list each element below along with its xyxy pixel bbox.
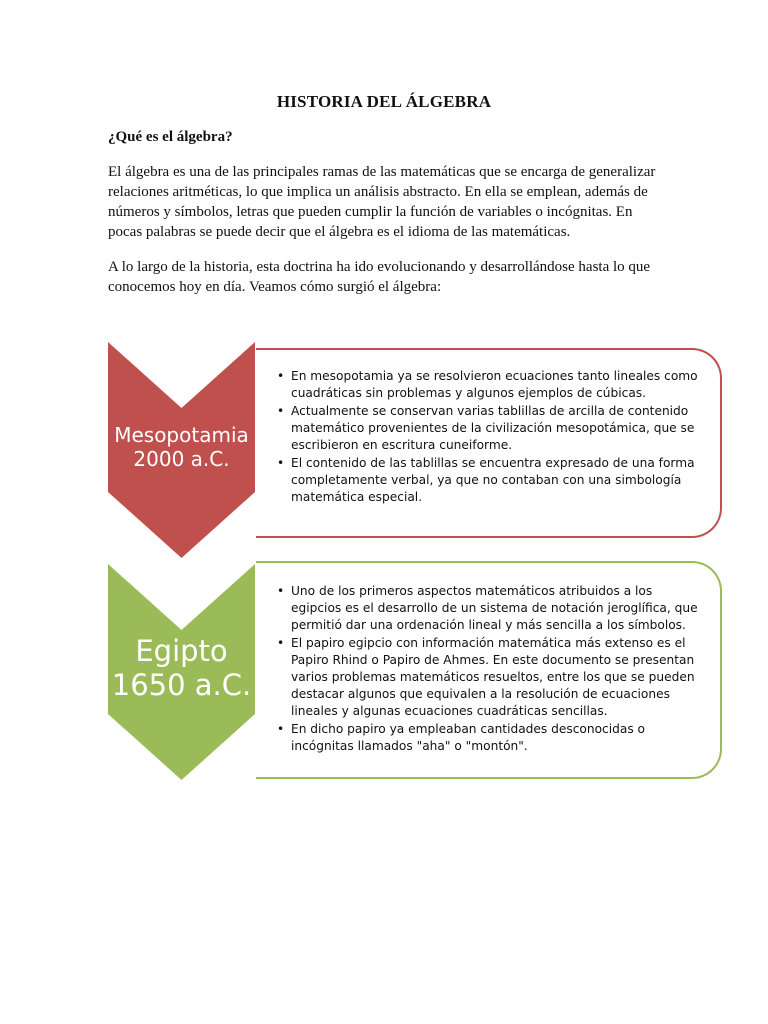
list-item: • En mesopotamia ya se resolvieron ecuaciones tanto lineales como cuadráticas sin problemas y algunos ejemplos de cúbicas. bbox=[291, 368, 700, 402]
era-date: 2000 a.C. bbox=[133, 446, 230, 471]
era-date: 1650 a.C. bbox=[111, 668, 252, 703]
egipto-chevron bbox=[108, 564, 255, 780]
era-name: Mesopotamia bbox=[114, 423, 249, 447]
intro-paragraph: El álgebra es una de las principales ramas de las matemáticas que se encarga de generalizar relaciones aritméticas, lo que implica un análisis abstracto. En ella se emplean, además de números y símbolos, letras que pueden cumplir la función de variables o incógnitas. En pocas palabras se puede decir que el álgebra es el idioma de las matemáticas. bbox=[108, 164, 656, 240]
list-item: • Uno de los primeros aspectos matemáticos atribuidos a los egipcios es el desarrollo de un sistema de notación jeroglífica, que permitió dar una ordenación lineal y más sencilla a los símbolos. bbox=[291, 583, 700, 634]
mesopotamia-chevron bbox=[108, 342, 255, 558]
list-item: • El papiro egipcio con información matemática más extenso es el Papiro Rhind o Papiro de Ahmes. En este documento se presentan varios problemas matemáticos resueltos, entre los que se pueden destacar algunos que equivalen a la resolución de ecuaciones lineales y algunas ecuaciones cuadráticas sencillas. bbox=[291, 635, 700, 720]
egipto-bullet-list bbox=[274, 583, 700, 755]
list-item: • En dicho papiro ya empleaban cantidades desconocidas o incógnitas llamados "aha" o "montón". bbox=[291, 721, 700, 755]
mesopotamia-details-box bbox=[256, 348, 722, 538]
history-paragraph: A lo largo de la historia, esta doctrina ha ido evolucionando y desarrollándose hasta lo que conocemos hoy en día. Veamos cómo surgió el álgebra: bbox=[108, 259, 651, 295]
list-item: • El contenido de las tablillas se encuentra expresado de una forma completamente verbal, ya que no contaban con una simbología matemática especial. bbox=[291, 455, 700, 506]
egipto-label bbox=[108, 634, 255, 702]
section-heading: ¿Qué es el álgebra? bbox=[108, 129, 233, 145]
egipto-details-box bbox=[256, 561, 722, 779]
mesopotamia-label bbox=[108, 424, 255, 471]
era-name: Egipto bbox=[135, 634, 228, 668]
mesopotamia-bullet-list bbox=[274, 368, 700, 506]
document-title: HISTORIA DEL ÁLGEBRA bbox=[276, 92, 492, 111]
list-item: • Actualmente se conservan varias tablillas de arcilla de contenido matemático provenientes de la civilización mesopotámica, que se escribieron en escritura cuneiforme. bbox=[291, 403, 700, 454]
